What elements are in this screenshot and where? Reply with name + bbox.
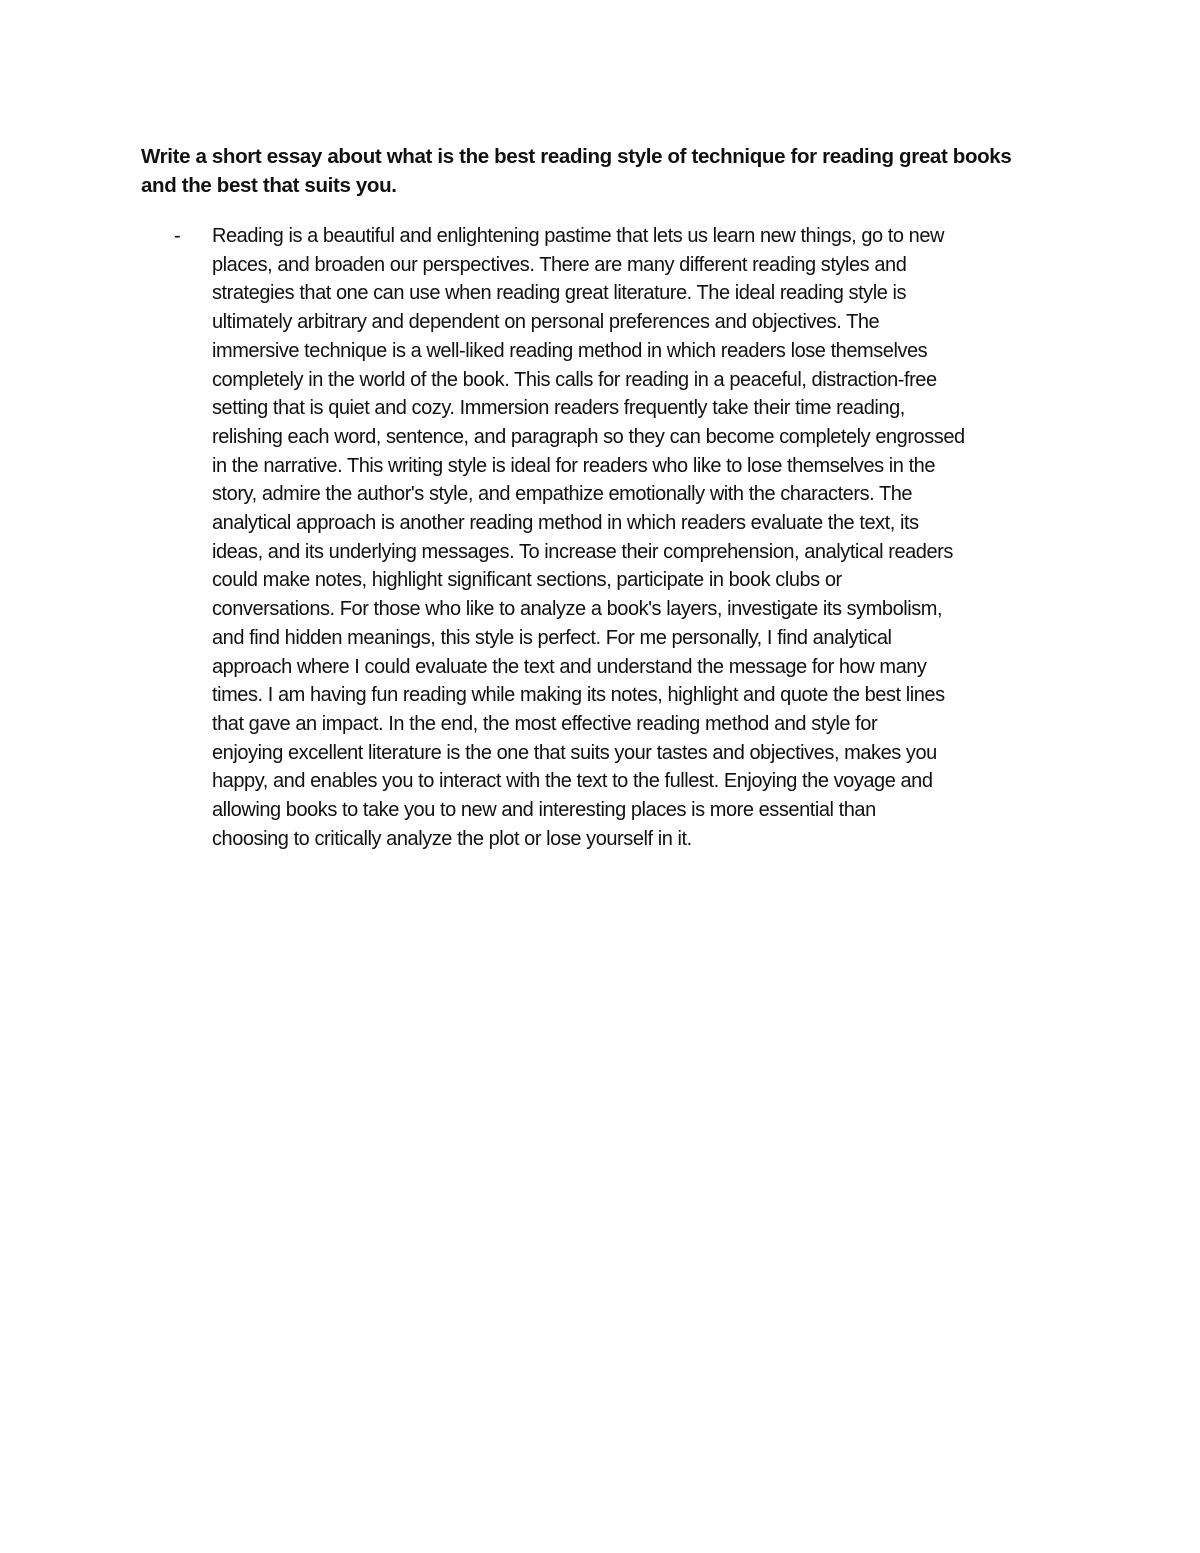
essay-line: could make notes, highlight significant sections, participate in book clubs or [212,569,842,592]
heading-line: and the best that suits you. [141,174,397,197]
essay-line: conversations. For those who like to analyze a book's layers, investigate its symbolism, [212,598,943,621]
essay-line: ideas, and its underlying messages. To increase their comprehension, analytical readers [212,540,953,563]
essay-line: immersive technique is a well-liked reading method in which readers lose themselves [212,339,928,362]
essay-line: strategies that one can use when reading great literature. The ideal reading style is [212,282,907,305]
essay-line: story, admire the author's style, and empathize emotionally with the characters. The [212,483,913,506]
essay-line: that gave an impact. In the end, the most effective reading method and style for [212,712,878,735]
essay-line: approach where I could evaluate the text and understand the message for how many [212,655,927,678]
essay-line: Reading is a beautiful and enlightening pastime that lets us learn new things, go to new [212,225,945,247]
dash-bullet-marker: - [174,225,181,247]
essay-line: setting that is quiet and cozy. Immersion readers frequently take their time reading, [212,397,905,420]
essay-line: relishing each word, sentence, and paragraph so they can become completely engrossed [212,425,965,448]
essay-line: enjoying excellent literature is the one that suits your tastes and objectives, makes you [212,741,937,764]
essay-line: places, and broaden our perspectives. There are many different reading styles and [212,253,907,276]
essay-line: completely in the world of the book. This calls for reading in a peaceful, distraction-free [212,368,937,391]
essay-line: ultimately arbitrary and dependent on personal preferences and objectives. The [212,311,880,334]
essay-line: times. I am having fun reading while making its notes, highlight and quote the best lines [212,684,945,707]
essay-line: and find hidden meanings, this style is perfect. For me personally, I find analytical [212,626,892,649]
essay-prompt-heading [141,142,1061,200]
essay-line: in the narrative. This writing style is ideal for readers who like to lose themselves in the [212,454,936,477]
essay-line: allowing books to take you to new and interesting places is more essential than [212,799,876,822]
essay-line: choosing to critically analyze the plot or lose yourself in it. [212,827,692,850]
essay-line: analytical approach is another reading method in which readers evaluate the text, its [212,512,919,535]
essay-line: happy, and enables you to interact with the text to the fullest. Enjoying the voyage and [212,770,933,793]
heading-line: Write a short essay about what is the best reading style of technique for reading great books [141,145,1012,168]
essay-body-text [212,222,1072,853]
